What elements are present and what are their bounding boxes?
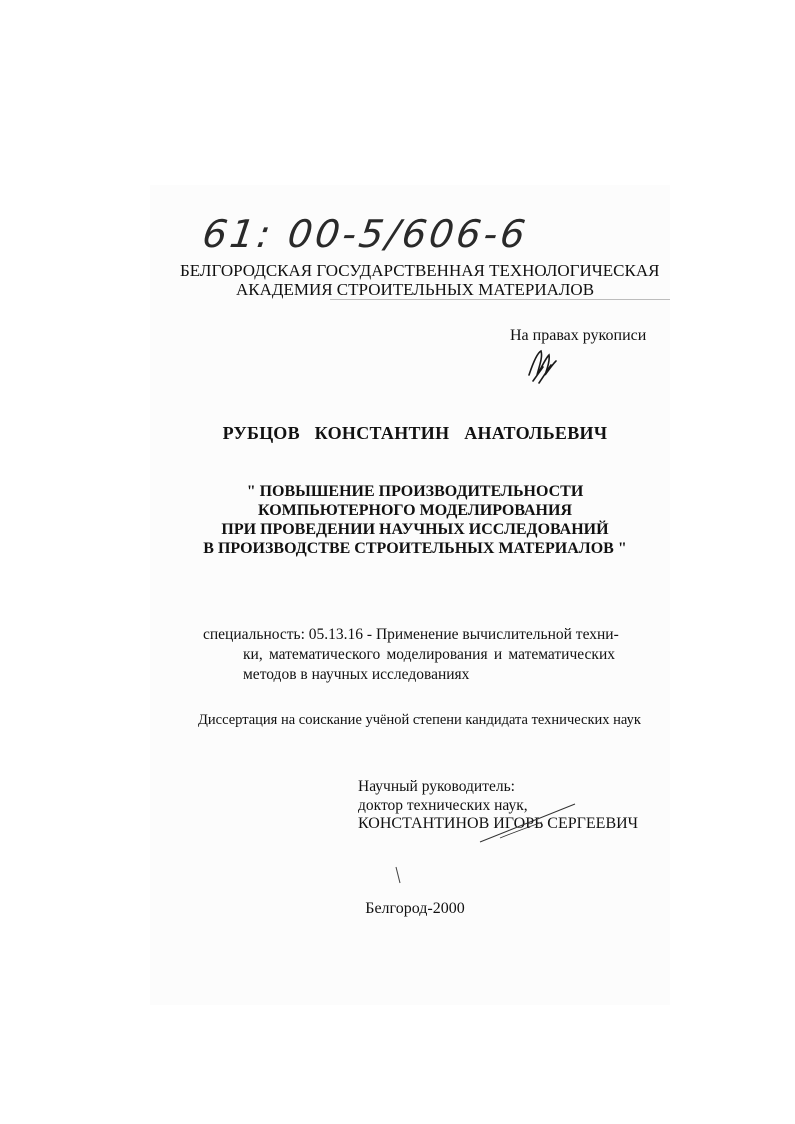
stray-pen-mark xyxy=(394,866,402,884)
institution-line-2: АКАДЕМИЯ СТРОИТЕЛЬНЫХ МАТЕРИАЛОВ xyxy=(235,280,595,299)
specialty-line-1: специальность: 05.13.16 - Применение вычислительной техни- xyxy=(203,626,619,643)
thesis-title-line-2: КОМПЬЮТЕРНОГО МОДЕЛИРОВАНИЯ xyxy=(258,502,572,519)
scanned-page-area xyxy=(150,185,670,1005)
dissertation-statement: Диссертация на соискание учёной степени кандидата технических наук xyxy=(198,712,641,728)
supervisor-label: Научный руководитель: xyxy=(358,778,515,795)
author-name: РУБЦОВ КОНСТАНТИН АНАТОЛЬЕВИЧ xyxy=(222,423,608,443)
thesis-title-line-3: ПРИ ПРОВЕДЕНИИ НАУЧНЫХ ИССЛЕДОВАНИЙ xyxy=(221,521,609,538)
author-signature xyxy=(523,345,563,385)
thesis-title-line-1: " ПОВЫШЕНИЕ ПРОИЗВОДИТЕЛЬНОСТИ xyxy=(246,483,584,500)
handwritten-archive-code: 61: 00-5/606-6 xyxy=(199,212,531,256)
city-year: Белгород-2000 xyxy=(365,900,465,917)
supervisor-signature-stroke xyxy=(470,800,580,850)
thesis-title-line-4: В ПРОИЗВОДСТВЕ СТРОИТЕЛЬНЫХ МАТЕРИАЛОВ " xyxy=(203,540,627,557)
specialty-line-3: методов в научных исследованиях xyxy=(243,666,470,683)
divider-rule xyxy=(330,299,670,300)
rights-note: На правах рукописи xyxy=(510,327,647,344)
institution-line-1: БЕЛГОРОДСКАЯ ГОСУДАРСТВЕННАЯ ТЕХНОЛОГИЧЕСКАЯ xyxy=(180,261,660,280)
specialty-block xyxy=(203,625,619,685)
specialty-line-2: ки, математического моделирования и математических xyxy=(243,646,615,663)
supervisor-name: КОНСТАНТИНОВ ИГОРЬ СЕРГЕЕВИЧ xyxy=(358,815,639,832)
supervisor-degree: доктор технических наук, xyxy=(358,797,528,814)
